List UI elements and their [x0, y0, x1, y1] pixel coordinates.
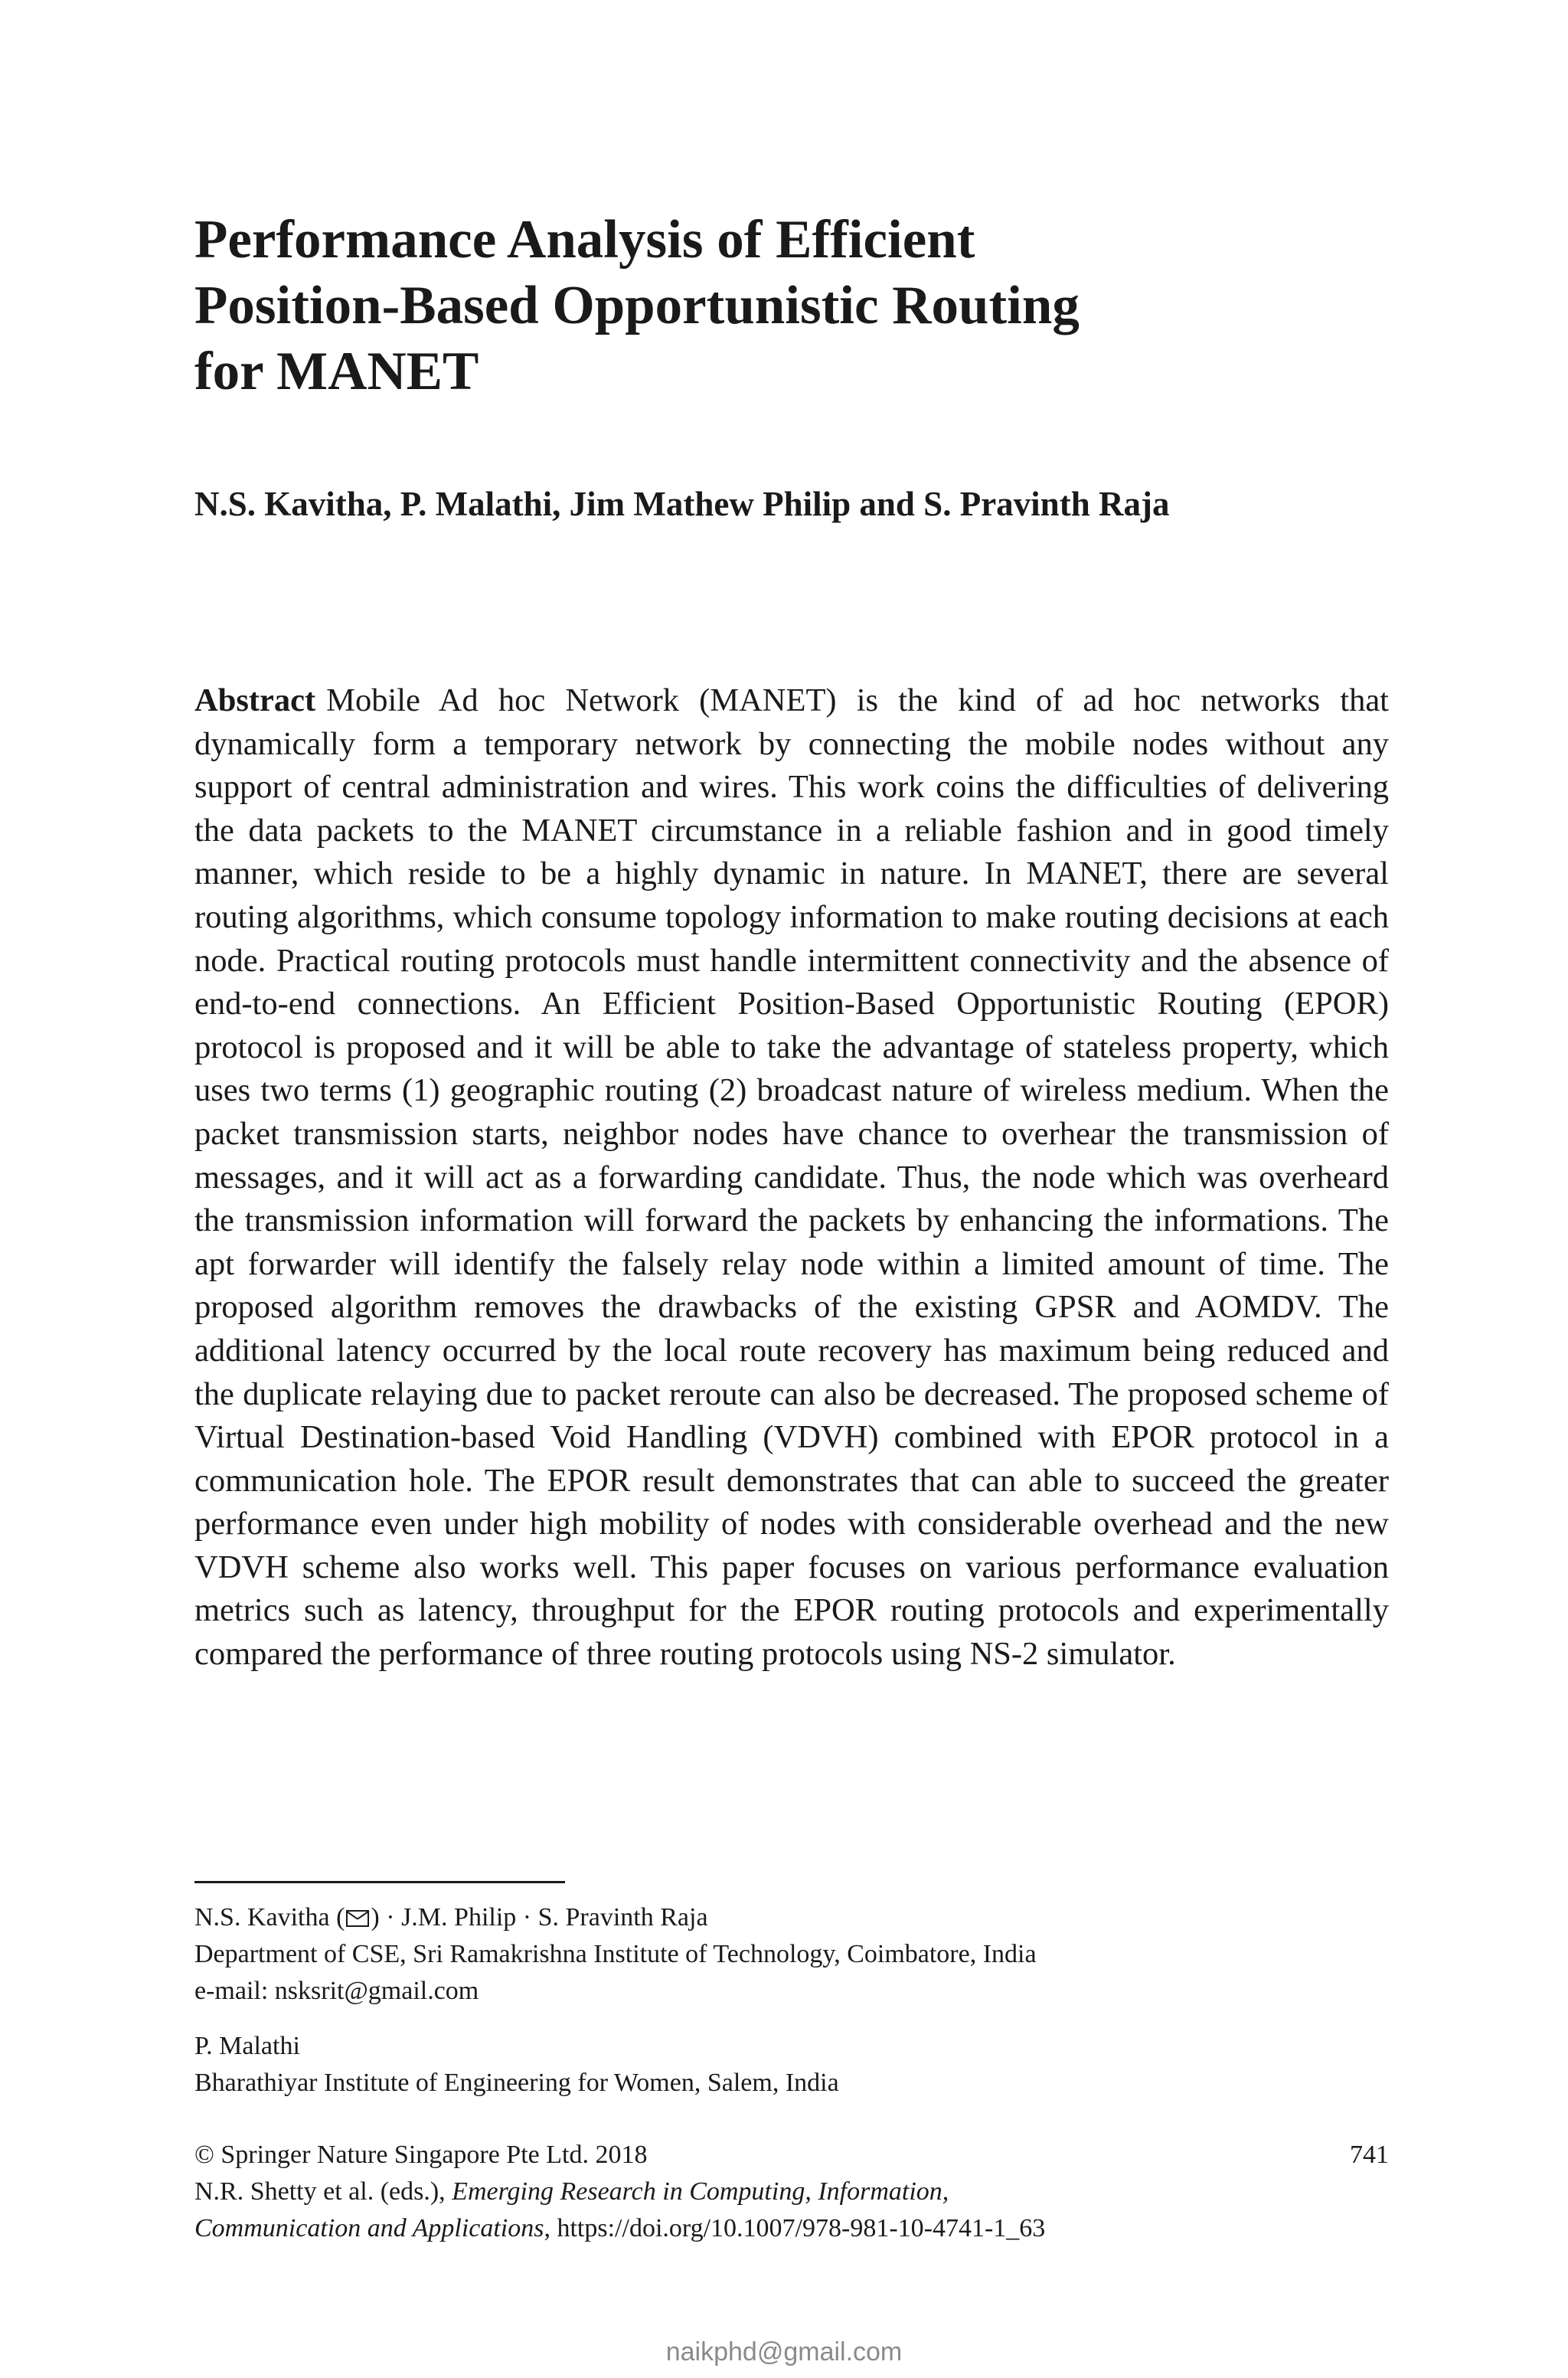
book-title-part-2: Communication and Applications — [194, 2214, 544, 2242]
abstract-label: Abstract — [194, 682, 316, 718]
author-email: e-mail: nsksrit@gmail.com — [194, 1977, 479, 2005]
author-kavitha: N.S. Kavitha ( — [194, 1903, 345, 1932]
copyright-text: © Springer Nature Singapore Pte Ltd. 2018 — [194, 2141, 648, 2169]
author-list: N.S. Kavitha, P. Malathi, Jim Mathew Philip and S. Pravinth Raja — [194, 485, 1170, 523]
footnote-rule — [194, 1881, 565, 1883]
page-number: 741 — [1350, 2141, 1389, 2169]
envelope-icon — [346, 1910, 369, 1927]
title-line-3: for MANET — [194, 342, 479, 401]
book-title-part-1: Emerging Research in Computing, Information, — [452, 2177, 949, 2206]
paper-title — [194, 207, 1343, 404]
copyright-block — [194, 2137, 1389, 2247]
watermark: naikphd@gmail.com — [665, 2337, 903, 2367]
abstract — [194, 679, 1389, 1676]
coauthors: ) · J.M. Philip · S. Pravinth Raja — [371, 1903, 708, 1932]
author-malathi: P. Malathi — [194, 2032, 300, 2060]
affiliation-department: Department of CSE, Sri Ramakrishna Institute of Technology, Coimbatore, India — [194, 1940, 1037, 1968]
book-citation-2 — [194, 2210, 1389, 2247]
abstract-text: Mobile Ad hoc Network (MANET) is the kind of ad hoc networks that dynamically form a temporary network by connecting the mobile nodes without any support of central administration and wires. This work coins the difficulties of delivering the data packets to the MANET circumstance in a reliable fashion and in good timely manner, which reside to be a highly dynamic in nature. In MANET, there are several routing algorithms, which consume topology information to make routing decisions at each node. Practical routing protocols must handle intermittent connectivity and the absence of end-to-end connections. An Efficient Position-Based Opportunistic Routing (EPOR) protocol is proposed and it will be able to take the advantage of stateless property, which uses two terms (1) geographic routing (2) broadcast nature of wireless medium. When the packet transmission starts, neighbor nodes have chance to overhear the transmission of messages, and it will act as a forwarding candidate. Thus, the node which was overheard the transmission information will forward the packets by enhancing the informations. The apt forwarder will identify the falsely relay node within a limited amount of time. The proposed algorithm removes the drawbacks of the existing GPSR and AOMDV. The additional latency occurred by the local route recovery has maximum being reduced and the duplicate relaying due to packet reroute can also be decreased. The proposed scheme of Virtual Destination-based Void Handling (VDVH) combined with EPOR protocol in a communication hole. The EPOR result demonstrates that can able to succeed the greater performance even under high mobility of nodes with considerable overhead and the new VDVH scheme also works well. This paper focuses on various performance evaluation metrics such as latency, throughput for the EPOR routing protocols and experimentally compared the performance of three routing protocols using NS-2 simulator. — [194, 682, 1389, 1673]
affiliation-institute: Bharathiyar Institute of Engineering for Women, Salem, India — [194, 2069, 839, 2097]
affiliation-footnote-1 — [194, 1899, 1389, 2010]
title-line-2: Position-Based Opportunistic Routing — [194, 276, 1080, 335]
corresponding-authors — [194, 1899, 1389, 1936]
title-line-1: Performance Analysis of Efficient — [194, 210, 975, 270]
copyright-row — [194, 2137, 1389, 2174]
editors: N.R. Shetty et al. (eds.), — [194, 2177, 446, 2206]
doi-link[interactable]: , https://doi.org/10.1007/978-981-10-4741-1_63 — [544, 2214, 1046, 2242]
affiliation-footnote-2 — [194, 2028, 1389, 2102]
book-citation-1 — [194, 2174, 1389, 2210]
